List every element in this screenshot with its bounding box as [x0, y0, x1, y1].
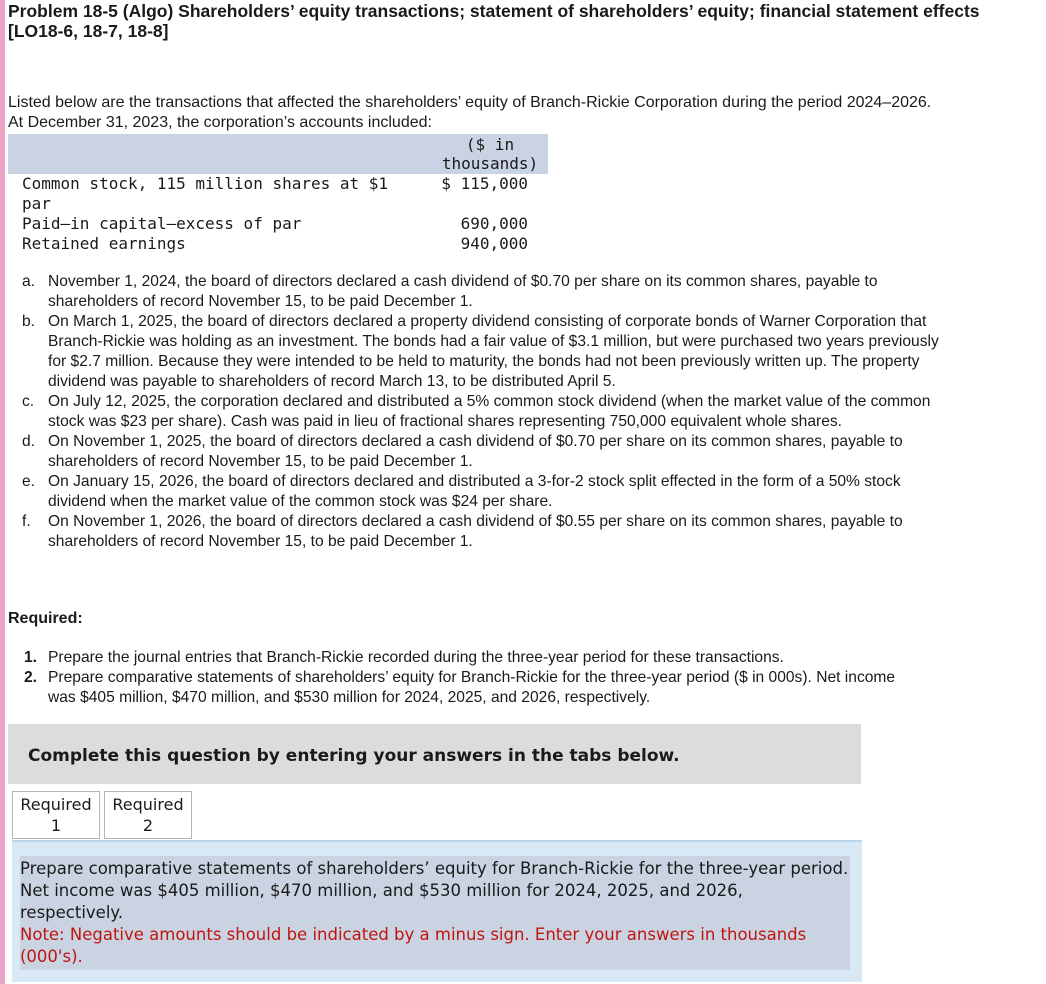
complete-prompt-box — [8, 724, 861, 784]
panel-instructions — [20, 856, 850, 970]
transaction-text: November 1, 2024, the board of directors declared a cash dividend of $0.70 per share on its common shares, payable to shareholders of record November 15, to be paid December 1. — [48, 273, 878, 310]
transaction-letter: f. — [22, 513, 31, 530]
problem-title: Problem 18-5 (Algo) Shareholders’ equity transactions; statement of shareholders’ equity; financial statement effects [LO18-6, 18-7, 18-8] — [8, 1, 980, 41]
tab-label: Required — [20, 795, 92, 814]
transaction-text: On November 1, 2025, the board of directors declared a cash dividend of $0.70 per share on its common shares, payable to shareholders of record November 15, to be paid December 1. — [48, 433, 903, 470]
tab-number: 1 — [50, 816, 62, 835]
transaction-text: On March 1, 2025, the board of directors declared a property dividend consisting of corporate bonds of Warner Corporation that Branch-Rickie was holding as an investment. The bonds had a fair value of $3.1 million, but were purchased two years previously for $2.7 million. Because they were intended to be held to maturity, the bonds had not been previously written up. The property dividend was payable to shareholders of record March 13, to be distributed April 5. — [48, 313, 939, 390]
transaction-text: On January 15, 2026, the board of directors declared and distributed a 3-for-2 stock split effected in the form of a 50% stock dividend when the market value of the common stock was $24 per share. — [48, 473, 901, 510]
required-number: 2. — [24, 669, 38, 686]
account-label: Retained earnings — [22, 234, 186, 253]
required-item — [24, 668, 924, 708]
tab-panel — [12, 840, 862, 982]
transaction-item — [22, 432, 952, 472]
account-row — [8, 234, 548, 254]
transaction-item — [22, 312, 952, 392]
required-text: Prepare the journal entries that Branch-Rickie recorded during the three-year period for these transactions. — [48, 649, 784, 666]
account-row — [8, 214, 548, 234]
account-label: Paid–in capital—excess of par — [22, 214, 302, 233]
accounts-table-header — [8, 134, 548, 174]
transaction-letter: e. — [22, 473, 36, 490]
transaction-text: On November 1, 2026, the board of directors declared a cash dividend of $0.55 per share on its common shares, payable to shareholders of record November 15, to be paid December 1. — [48, 513, 903, 550]
tab-label: Required — [112, 795, 184, 814]
transaction-item — [22, 512, 952, 552]
required-text: Prepare comparative statements of shareholders’ equity for Branch-Rickie for the three-year period ($ in 000s). Net income was $405 million, $470 million, and $530 million for 2024, 2025, and 2026, respectively. — [48, 669, 896, 706]
transaction-letter: a. — [22, 273, 36, 290]
required-tabs — [12, 791, 196, 839]
required-item — [24, 648, 924, 668]
required-heading: Required: — [8, 610, 83, 627]
account-value: 690,000 — [460, 214, 528, 233]
transaction-item — [22, 272, 952, 312]
panel-instruction-text: Prepare comparative statements of shareholders’ equity for Branch-Rickie for the three-year period. Net income was $405 million, $470 million, and $530 million for 2024, 2025, and 2026, respectively. — [20, 859, 849, 922]
complete-prompt: Complete this question by entering your answers in the tabs below. — [28, 746, 680, 766]
transaction-letter: c. — [22, 393, 35, 410]
problem-intro: Listed below are the transactions that affected the shareholders’ equity of Branch-Rickie Corporation during the period 2024–2026. At December 31, 2023, the corporation’s accounts included: — [8, 94, 932, 131]
transaction-text: On July 12, 2025, the corporation declared and distributed a 5% common stock dividend (when the market value of the common stock was $23 per share). Cash was paid in lieu of fractional shares representing 750,000 equivalent whole shares. — [48, 393, 931, 430]
tab-number: 2 — [142, 816, 154, 835]
account-value: $ 115,000 — [441, 174, 528, 193]
left-accent-bar — [0, 0, 5, 984]
account-row — [8, 174, 548, 214]
accounts-table — [8, 134, 548, 254]
account-label: Common stock, 115 million shares at $1 par — [22, 174, 389, 213]
tab-required-1[interactable] — [12, 791, 100, 839]
required-list — [24, 648, 924, 708]
problem-content — [8, 0, 1038, 966]
panel-note: Note: Negative amounts should be indicated by a minus sign. Enter your answers in thousands (000's). — [20, 925, 807, 966]
transaction-letter: b. — [22, 313, 36, 330]
transaction-item — [22, 472, 952, 512]
account-value: 940,000 — [460, 234, 528, 253]
tab-required-2[interactable] — [104, 791, 192, 839]
transaction-item — [22, 392, 952, 432]
required-number: 1. — [24, 649, 38, 666]
transaction-letter: d. — [22, 433, 36, 450]
accounts-units-header: ($ in thousands) — [441, 135, 539, 173]
transactions-list — [22, 272, 952, 552]
